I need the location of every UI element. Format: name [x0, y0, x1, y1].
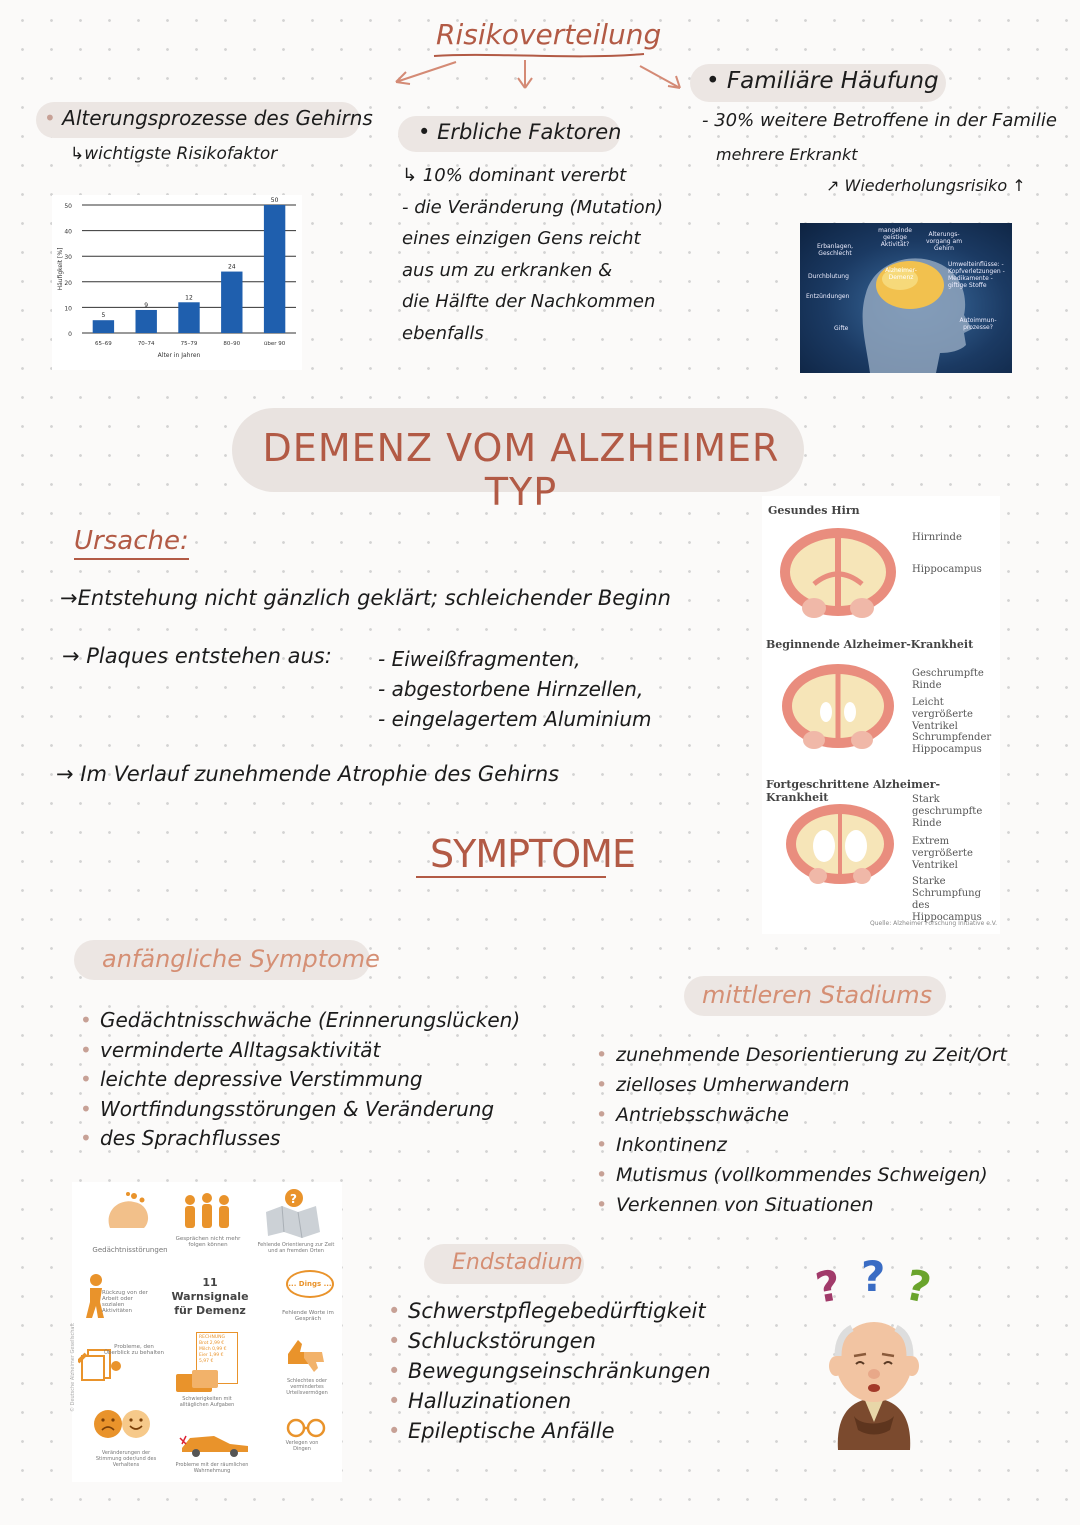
head-label: Durchblutung — [808, 273, 849, 280]
early-list — [80, 1006, 520, 1154]
end-item: • Schwerstpflegebedürftigkeit — [388, 1296, 711, 1326]
brain-label: Geschrumpfte Rinde — [912, 668, 984, 691]
brain-advanced-img — [776, 796, 904, 896]
warning-label: Schwierigkeiten mit alltäglichen Aufgaben — [179, 1396, 235, 1408]
chart-ytick-label: 20 — [64, 279, 72, 287]
cause-heading: Ursache: — [74, 526, 189, 560]
hereditary-line: - die Veränderung (Mutation) — [402, 196, 664, 218]
early-item-cont: • des Sprachflusses — [80, 1124, 520, 1154]
head-label: Gifte — [834, 325, 849, 332]
chart-data-label: 9 — [144, 301, 149, 309]
brain-label: Stark geschrumpfte Rinde — [912, 794, 983, 829]
end-item: • Epileptische Anfälle — [388, 1416, 711, 1446]
chart-bar — [136, 310, 157, 333]
chart-ytick-label: 10 — [64, 305, 72, 313]
chart-ytick-label: 50 — [64, 203, 72, 210]
warning-label: Rückzug von der Arbeit oder sozialen Aktivitäten — [102, 1290, 148, 1314]
brain-label: Extrem vergrößerte Ventrikel — [912, 836, 973, 871]
aging-heading: • Alterungsprozesse des Gehirns — [44, 106, 373, 130]
question-mark: ? — [811, 1260, 845, 1313]
cause-line3: → Im Verlauf zunehmende Atrophie des Gehirns — [56, 762, 560, 786]
warning-label: Probleme, den Überblick zu behalten — [103, 1344, 165, 1356]
family-heading: • Familiäre Häufung — [706, 68, 939, 94]
middle-item: • Inkontinenz — [596, 1130, 1007, 1160]
hereditary-lines — [402, 160, 663, 349]
warning-label: Veränderungen der Stimmung oder/und des Verhaltens — [95, 1450, 157, 1468]
brain-advanced-title: Fortgeschrittene Alzheimer-Krankheit — [766, 778, 941, 804]
end-item: • Halluzinationen — [388, 1386, 711, 1416]
glasses-icon — [286, 1414, 326, 1442]
receipt-line: RECHNUNG — [199, 1335, 226, 1340]
brain-label: Leicht vergrößerte Ventrikel — [912, 697, 973, 732]
end-list — [388, 1296, 711, 1446]
chart-ytick-label: 0 — [68, 331, 72, 338]
warning-label: Probleme mit der räumlichen Wahrnehmung — [175, 1462, 249, 1474]
chart-ytick-label: 40 — [64, 228, 72, 236]
middle-item: • Mutismus (vollkommendes Schweigen) — [596, 1160, 1007, 1190]
family-line3: ↗ Wiederholungsrisiko ↑ — [826, 176, 1026, 195]
family-line1: - 30% weitere Betroffene in der Familie — [702, 110, 1057, 131]
middle-item: • zunehmende Desorientierung zu Zeit/Ort — [596, 1040, 1007, 1070]
chart-bar — [221, 272, 242, 333]
receipt-line: Eier 1,99 € — [199, 1353, 224, 1358]
middle-item: • Antriebsschwäche — [596, 1100, 1007, 1130]
end-item: • Schluckstörungen — [388, 1326, 711, 1356]
family-line2: mehrere Erkrankt — [716, 145, 858, 164]
thumbs-icon — [282, 1336, 326, 1376]
chart-xlabel: Alter in Jahren — [157, 352, 201, 359]
early-heading: anfängliche Symptome — [102, 945, 380, 973]
hereditary-heading: • Erbliche Faktoren — [418, 120, 622, 144]
question-marks — [811, 1252, 936, 1313]
question-mark: ? — [861, 1252, 886, 1301]
chart-xtick-label: über 90 — [263, 341, 286, 347]
middle-item: • Verkennen von Situationen — [596, 1190, 1007, 1220]
cause-item: - abgestorbene Hirnzellen, — [378, 677, 644, 701]
cause-item: - Eiweißfragmenten, — [378, 647, 581, 671]
head-risk-image — [800, 223, 1012, 373]
risk-title: Risikoverteilung — [436, 18, 662, 51]
warning-label: Gesprächen nicht mehr folgen können — [175, 1236, 241, 1248]
chart-data-label: 50 — [270, 197, 279, 204]
middle-list — [596, 1040, 1007, 1220]
brain-icon — [104, 1190, 152, 1240]
warning-label: Fehlende Orientierung zur Zeit und an fremden Orten — [257, 1242, 335, 1254]
mood-faces-icon — [92, 1408, 156, 1440]
warning-label: Verlegen von Dingen — [285, 1440, 319, 1452]
head-label: mangelnde geistige Aktivität? — [878, 227, 912, 248]
question-mark: ? — [901, 1260, 936, 1313]
brain-label: Starke Schrumpfung des Hippocampus — [912, 876, 982, 923]
car-icon — [178, 1430, 252, 1458]
cause-line2: → Plaques entstehen aus: — [62, 644, 332, 668]
chart-xtick-label: 75–79 — [180, 341, 198, 347]
brain-healthy-title: Gesundes Hirn — [768, 504, 860, 517]
map-icon — [262, 1188, 324, 1238]
middle-heading: mittleren Stadiums — [702, 981, 933, 1009]
chart-data-label: 24 — [227, 263, 236, 271]
cause-item: - eingelagertem Aluminium — [378, 707, 652, 731]
brain-early-title: Beginnende Alzheimer-Krankheit — [766, 638, 974, 651]
chart-data-label: 5 — [101, 312, 106, 320]
receipt-line: Brot 2,99 € — [199, 1341, 225, 1346]
hereditary-line: die Hälfte der Nachkommen — [402, 291, 656, 312]
warning-side-credit: © Deutsche Alzheimer Gesellschaft — [70, 1322, 76, 1412]
warning-title: 11 Warnsignale für Demenz — [171, 1276, 249, 1317]
brain-label: Schrumpfender Hippocampus — [912, 732, 992, 755]
chart-ylabel: Häufigkeit [%] — [57, 247, 64, 291]
chart-xtick-label: 65–69 — [95, 341, 112, 347]
warning-label: Fehlende Worte im Gespräch — [282, 1310, 334, 1322]
head-label: Alterungs-vorgang am Gehirn — [925, 231, 963, 252]
age-chart-svg — [52, 195, 302, 370]
warning-label: Schlechtes oder vermindertes Urteilsvermögen — [286, 1378, 328, 1396]
brain-healthy-img — [774, 524, 902, 626]
chart-bar — [264, 205, 285, 333]
symptoms-title: SYMPTOME — [430, 832, 635, 876]
head-label: Umwelteinflüsse: -Kopfverletzungen -Medikamente -giftige Stoffe — [948, 261, 1005, 289]
chart-bar — [178, 302, 199, 333]
people-icon — [178, 1188, 236, 1234]
warning-signs — [72, 1182, 342, 1482]
chart-data-label: 12 — [185, 294, 193, 302]
early-item: • verminderte Alltagsaktivität — [80, 1036, 520, 1066]
brain-comparison — [762, 496, 1000, 934]
brain-source: Quelle: Alzheimer Forschung Initiative e.V. — [870, 920, 998, 927]
risk-arrows — [388, 56, 688, 96]
symptoms-title-underline — [416, 876, 606, 878]
head-label: Autoimmun-prozesse? — [959, 317, 997, 331]
chart-xtick-label: 70–74 — [137, 341, 155, 347]
hereditary-line: aus um zu erkranken & — [402, 259, 613, 281]
hereditary-line: eines einzigen Gens reicht — [402, 228, 641, 249]
brain-label: Hirnrinde — [912, 532, 962, 543]
brain-early-img — [774, 658, 902, 758]
age-chart — [52, 195, 302, 370]
brain-label: Hippocampus — [912, 564, 982, 575]
hereditary-line: ebenfalls — [402, 322, 484, 344]
middle-item: • zielloses Umherwandern — [596, 1070, 1007, 1100]
early-item: • Gedächtnisschwäche (Erinnerungslücken) — [80, 1006, 520, 1036]
head-label: Erbanlagen, Geschlecht — [816, 243, 854, 257]
wallet-icon — [172, 1368, 232, 1396]
end-item: • Bewegungseinschränkungen — [388, 1356, 711, 1386]
hereditary-line: ↳ 10% dominant vererbt — [402, 165, 627, 186]
aging-sub: ↳wichtigste Risikofaktor — [70, 144, 278, 164]
svg-text:?: ? — [290, 1192, 297, 1206]
early-item: • leichte depressive Verstimmung — [80, 1065, 520, 1095]
receipt-line: 5,97 € — [199, 1359, 214, 1364]
speech-bubble: ... Dings ... — [286, 1270, 334, 1298]
chart-bar — [93, 320, 114, 333]
chart-ytick-label: 30 — [64, 254, 72, 262]
warning-label: Gedächtnisstörungen — [92, 1246, 168, 1254]
end-heading: Endstadium — [452, 1250, 583, 1275]
early-item: • Wortfindungsstörungen & Veränderung — [80, 1095, 520, 1125]
receipt-line: Milch 0,99 € — [199, 1347, 227, 1352]
main-title: DEMENZ VOM ALZHEIMER TYP — [262, 426, 780, 514]
old-man-illustration — [824, 1310, 924, 1450]
head-label: Entzündungen — [806, 293, 850, 300]
head-label: Alzheimer-Demenz — [885, 267, 917, 281]
cause-line1: →Entstehung nicht gänzlich geklärt; schleichender Beginn — [60, 586, 671, 610]
chart-xtick-label: 80–90 — [223, 341, 241, 347]
cause-items — [378, 644, 651, 734]
